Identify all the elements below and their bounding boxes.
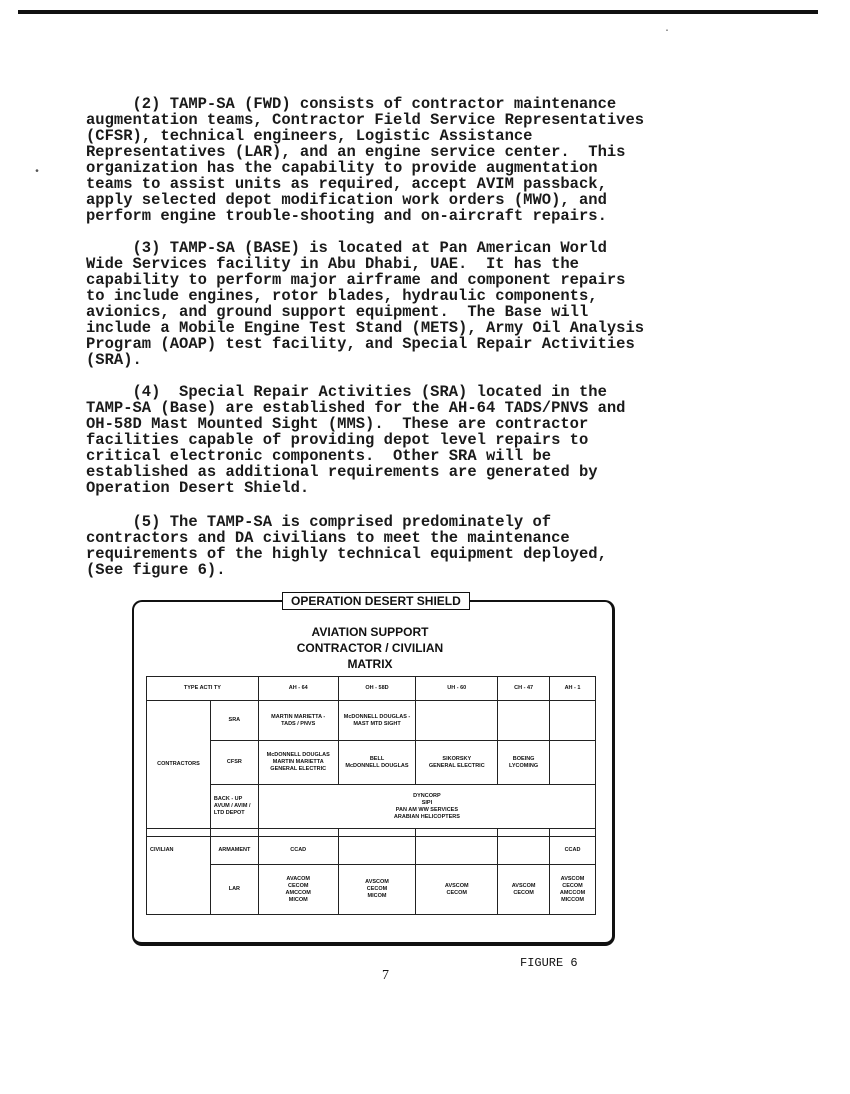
top-rule (18, 10, 818, 14)
civilian-label: CIVILIAN (147, 837, 211, 915)
backup-providers: DYNCORP SIPI PAN AM WW SERVICES ARABIAN HELICOPTERS (258, 785, 595, 829)
lar-ah64: AVACOM CECOM AMCCOM MICOM (258, 865, 338, 915)
cfsr-row (147, 741, 596, 785)
lar-oh58d: AVSCOM CECOM MICOM (338, 865, 416, 915)
sra-ah64: MARTIN MARIETTA - TADS / PNVS (258, 701, 338, 741)
figure-frame-title: OPERATION DESERT SHIELD (282, 592, 470, 610)
header-ah64: AH - 64 (258, 677, 338, 701)
armament-ah64: CCAD (258, 837, 338, 865)
armament-uh60 (416, 837, 498, 865)
armament-label: ARMAMENT (210, 837, 258, 865)
lar-row (147, 865, 596, 915)
header-uh60: UH - 60 (416, 677, 498, 701)
armament-oh58d (338, 837, 416, 865)
figure-caption: FIGURE 6 (520, 956, 578, 970)
header-type-activity: TYPE ACTI TY (147, 677, 259, 701)
speck: • (34, 167, 41, 178)
sra-uh60 (416, 701, 498, 741)
contractors-label: CONTRACTORS (147, 701, 211, 829)
speck: . (664, 24, 671, 35)
backup-label: BACK - UP AVUM / AVIM / LTD DEPOT (210, 785, 258, 829)
figure-heading-line-1: AVIATION SUPPORT (311, 625, 429, 639)
cfsr-uh60: SIKORSKY GENERAL ELECTRIC (416, 741, 498, 785)
backup-row (147, 785, 596, 829)
cfsr-ah1 (550, 741, 596, 785)
sra-row (147, 701, 596, 741)
armament-ch47 (498, 837, 550, 865)
lar-ch47: AVSCOM CECOM (498, 865, 550, 915)
sra-ah1 (550, 701, 596, 741)
header-oh58d: OH - 58D (338, 677, 416, 701)
sra-ch47 (498, 701, 550, 741)
lar-ah1: AVSCOM CECOM AMCCOM MICCOM (550, 865, 596, 915)
paragraph-4: (4) Special Repair Activities (SRA) located in the TAMP-SA (Base) are established for the AH-64 TADS/PNVS and OH-58D Mast Mounted Sight (MMS). These are contractor facilities capable of providing depot level repairs to critical electronic components. Other SRA will be established as additional requirements are generated by Operation Desert Shield. (86, 383, 626, 497)
cfsr-label: CFSR (210, 741, 258, 785)
armament-row (147, 837, 596, 865)
paragraph-3: (3) TAMP-SA (BASE) is located at Pan American World Wide Services facility in Abu Dhabi, UAE. It has the capability to perform major airframe and component repairs to include engines, rotor blades, hydraulic components, avionics, and ground support equipment. The Base will include a Mobile Engine Test Stand (METS), Army Oil Analysis Program (AOAP) test facility, and Special Repair Activities (SRA). (86, 239, 645, 369)
header-row (147, 677, 596, 701)
cfsr-ah64: McDONNELL DOUGLAS MARTIN MARIETTA GENERAL ELECTRIC (258, 741, 338, 785)
paragraph-2: (2) TAMP-SA (FWD) consists of contractor maintenance augmentation teams, Contractor Field Service Representatives (CFSR), technical engineers, Logistic Assistance Representatives (LAR), and an engine service center. This organization has the capability to provide augmentation teams to assist units as required, accept AVIM passback, apply selected depot modification work orders (MWO), and perform engine trouble-shooting and on-aircraft repairs. (86, 95, 645, 225)
header-ah1: AH - 1 (550, 677, 596, 701)
cfsr-ch47: BOEING LYCOMING (498, 741, 550, 785)
sra-oh58d: McDONNELL DOUGLAS - MAST MTD SIGHT (338, 701, 416, 741)
header-ch47: CH - 47 (498, 677, 550, 701)
lar-uh60: AVSCOM CECOM (416, 865, 498, 915)
cfsr-oh58d: BELL McDONNELL DOUGLAS (338, 741, 416, 785)
lar-label: LAR (210, 865, 258, 915)
figure-heading-line-3: MATRIX (347, 657, 393, 671)
figure-heading-line-2: CONTRACTOR / CIVILIAN (296, 641, 444, 655)
support-matrix-table (146, 676, 596, 915)
page-number: 7 (382, 968, 389, 983)
sra-label: SRA (210, 701, 258, 741)
paragraph-5: (5) The TAMP-SA is comprised predominately of contractors and DA civilians to meet the maintenance requirements of the highly technical equipment deployed, (See figure 6). (86, 513, 607, 579)
armament-ah1: CCAD (550, 837, 596, 865)
spacer-row (147, 829, 596, 837)
